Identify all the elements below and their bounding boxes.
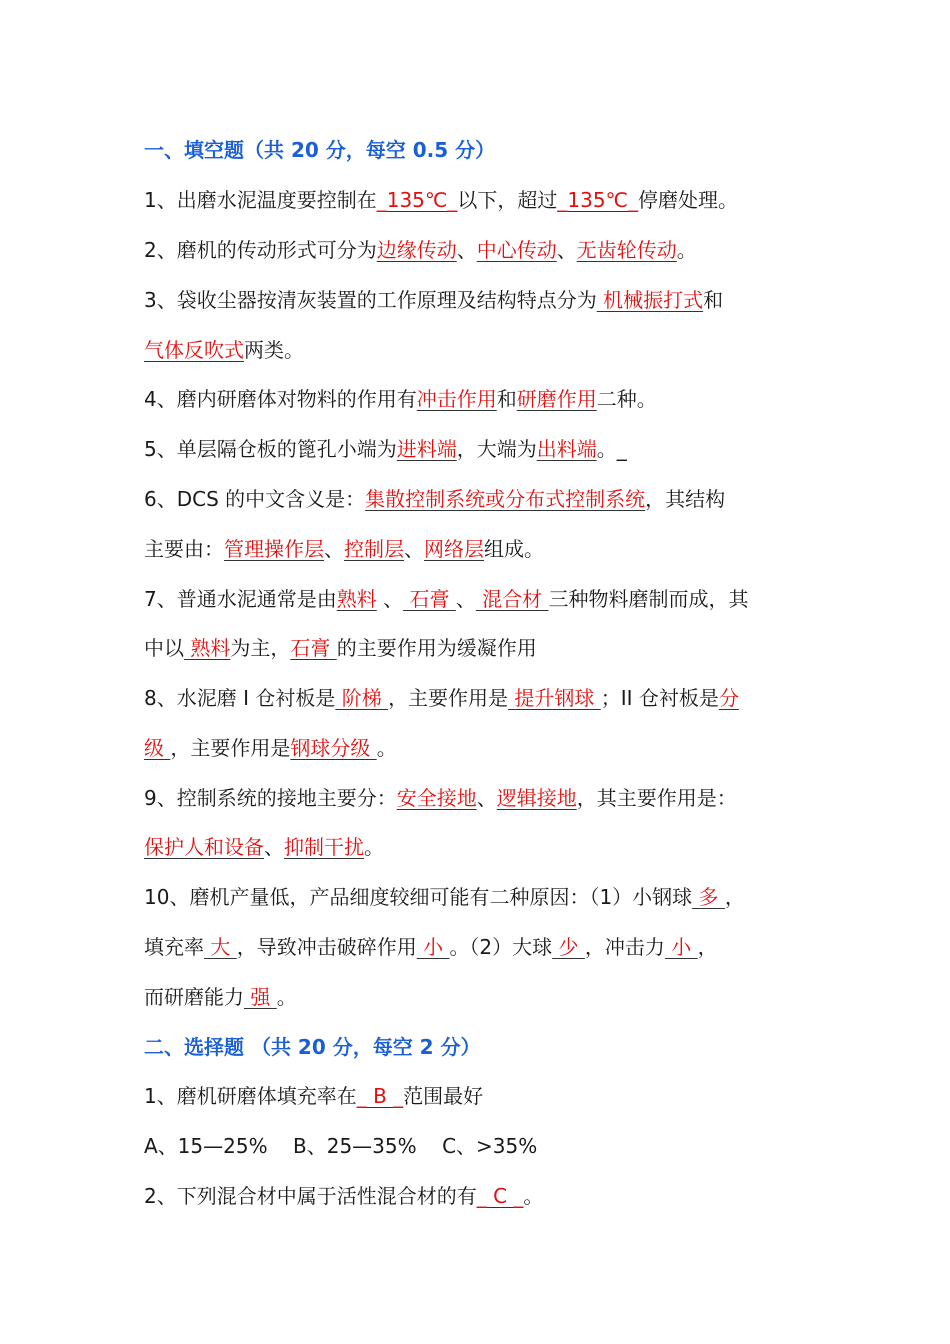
question-10-cont: 填充率 大 ，导致冲击破碎作用 小 。（2）大球 少 ，冲击力 小 ， [144,935,718,959]
question-10-cont2: 而研磨能力 强 。 [144,985,297,1009]
question-5: 5、单层隔仓板的篦孔小端为进料端，大端为出料端。_ [144,437,627,461]
question-7: 7、普通水泥通常是由熟料 、 石膏 、 混合材 三种物料磨制而成，其 [144,587,749,611]
question-6: 6、DCS 的中文含义是：集散控制系统或分布式控制系统，其结构 [144,487,726,511]
question-1: 1、出磨水泥温度要控制在_135℃_以下，超过_135℃_停磨处理。 [144,188,739,212]
question-10: 10、磨机产量低，产品细度较细可能有二种原因：（1）小钢球 多 ， [144,885,745,909]
question-2: 2、磨机的传动形式可分为边缘传动、中心传动、无齿轮传动。 [144,238,697,262]
choice-question-2: 2、下列混合材中属于活性混合材的有_ C _。 [144,1184,544,1208]
question-8: 8、水泥磨 I 仓衬板是 阶梯 ，主要作用是 提升钢球 ；II 仓衬板是分 [144,686,739,710]
section1-title: 一、填空题（共 20 分，每空 0.5 分） [144,138,496,162]
question-6-cont: 主要由：管理操作层、控制层、网络层组成。 [144,537,544,561]
choice-question-1-options: A、15—25% B、25—35% C、>35% [144,1134,538,1158]
section2-title: 二、选择题 （共 20 分，每空 2 分） [144,1035,481,1059]
choice-question-1: 1、磨机研磨体填充率在_ B _范围最好 [144,1084,484,1108]
question-4: 4、磨内研磨体对物料的作用有冲击作用和研磨作用二种。 [144,387,657,411]
question-7-cont: 中以 熟料为主，石膏 的主要作用为缓凝作用 [144,636,537,660]
question-9: 9、控制系统的接地主要分：安全接地、逻辑接地，其主要作用是： [144,786,737,810]
question-9-cont: 保护人和设备、抑制干扰。 [144,835,384,859]
question-3: 3、袋收尘器按清灰装置的工作原理及结构特点分为 机械振打式和 [144,288,724,312]
question-3-cont: 气体反吹式两类。 [144,338,304,362]
question-8-cont: 级 ，主要作用是钢球分级 。 [144,736,397,760]
